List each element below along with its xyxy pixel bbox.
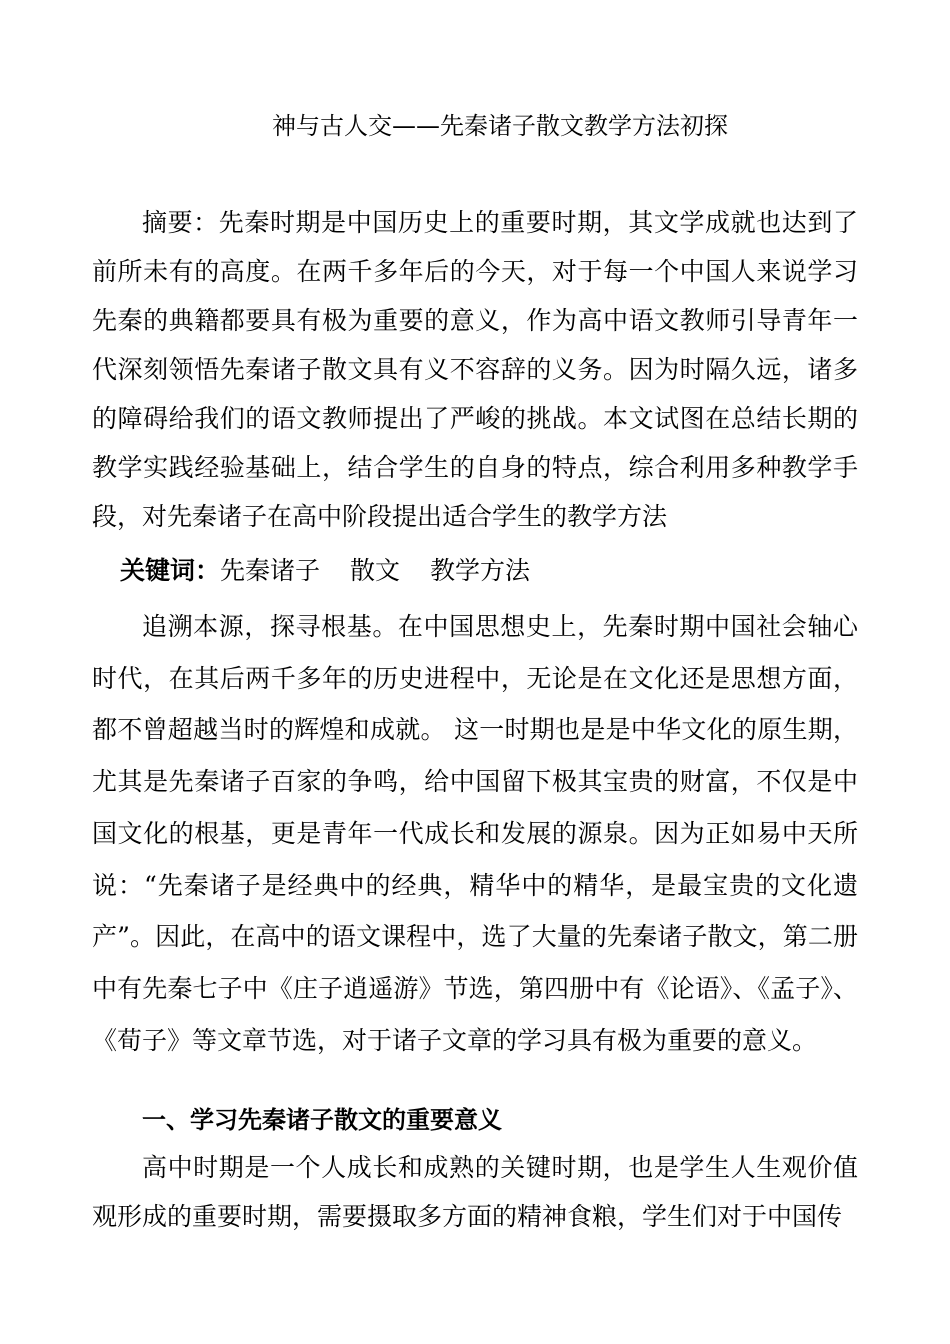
document-title: 神与古人交——先秦诸子散文教学方法初探 [272, 112, 728, 140]
keywords-label: 关键词： [120, 556, 221, 585]
intro-paragraph: 追溯本源，探寻根基。在中国思想史上，先秦时期中国社会轴心时代，在其后两千多年的历史进程中，无论是在文化还是思想方面，都不曾超越当时的辉煌和成就。 这一时期也是是中华文化的原生期，尤其是先秦诸子百家的争鸣，给中国留下极其宝贵的财富，不仅是中国文化的根基，更是青年一代成长和发展的源泉。因为正如易中天所说：“先秦诸子是经典中的经典，精华中的精华，是最宝贵的文化遗产”。因此，在高中的语文课程中，选了大量的先秦诸子散文，第二册中有先秦七子中《庄子逍遥游》节选，第四册中有《论语》、《孟子》、《荀子》等文章节选，对于诸子文章的学习具有极为重要的意义。 [92, 612, 858, 1055]
keywords-line [120, 549, 530, 593]
abstract-paragraph: 摘要：先秦时期是中国历史上的重要时期，其文学成就也达到了前所未有的高度。在两千多年后的今天，对于每一个中国人来说学习先秦的典籍都要具有极为重要的意义，作为高中语文教师引导青年一代深刻领悟先秦诸子散文具有义不容辞的义务。因为时隔久远，诸多的障碍给我们的语文教师提出了严峻的挑战。本文试图在总结长期的教学实践经验基础上，结合学生的自身的特点，综合利用多种教学手段，对先秦诸子在高中阶段提出适合学生的教学方法 [92, 208, 858, 531]
section-body-paragraph: 高中时期是一个人成长和成熟的关键时期，也是学生人生观价值观形成的重要时期，需要摄取多方面的精神食粮，学生们对于中国传 [92, 1153, 858, 1231]
keyword-term: 散文 [350, 556, 401, 585]
section-heading: 一、学习先秦诸子散文的重要意义 [142, 1106, 502, 1134]
keyword-term: 教学方法 [430, 556, 531, 585]
keyword-term: 先秦诸子 [220, 556, 321, 585]
